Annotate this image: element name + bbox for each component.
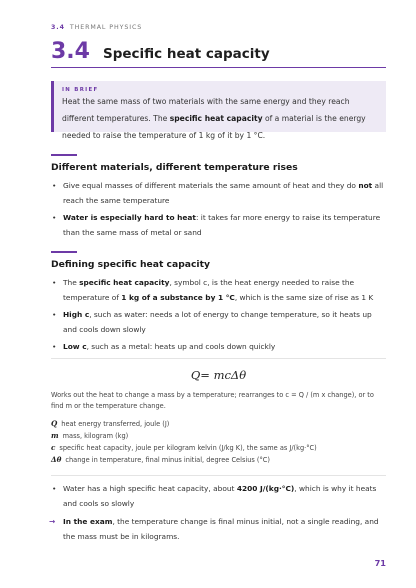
section-heading: Different materials, different temperature rises (51, 162, 298, 173)
symbol: m (51, 431, 59, 440)
section-title (51, 39, 386, 64)
bullet-text: Give equal masses of different materials the same amount of heat and they do (63, 181, 359, 190)
list-item (51, 210, 386, 240)
symbol: Q (51, 419, 58, 428)
bullet-bold: Low c (63, 342, 87, 351)
bullet-bold: not (358, 181, 373, 190)
list-item (51, 481, 386, 511)
list-item (51, 275, 386, 305)
arrow-right-icon: → (49, 517, 56, 526)
bullet-icon: • (52, 342, 57, 351)
bullet-text: , such as water: needs a lot of energy to change temperature, so it heats up and cools down slowly (63, 310, 372, 334)
symbol-description: heat energy transferred, joule (J) (61, 420, 170, 428)
section-heading: Defining specific heat capacity (51, 259, 210, 270)
formula: Q= mcΔθ (190, 368, 247, 382)
bullet-text: all reach the same temperature (63, 181, 384, 205)
bullet-icon: • (52, 278, 57, 287)
page-number: 71 (374, 558, 386, 568)
symbol-row (51, 418, 386, 430)
bullet-list (51, 275, 386, 354)
bullet-text: , which is the same size of rise as 1 K (234, 293, 374, 302)
equation-box (51, 358, 386, 476)
symbol-key (51, 418, 386, 466)
bullet-text: The (63, 278, 80, 287)
symbol: c (51, 443, 56, 452)
title-divider (51, 67, 386, 68)
list-item (51, 339, 386, 354)
bullet-bold: 4200 J/(kg·°C) (236, 484, 295, 493)
bullet-icon: • (52, 310, 57, 319)
bullet-bold: 1 kg of a substance by 1 °C (121, 293, 235, 302)
symbol-row (51, 430, 386, 442)
in-brief-text (62, 93, 378, 144)
bullet-text: , symbol c, is the heat energy needed to raise the temperature of (63, 278, 355, 302)
symbol-row (51, 442, 386, 454)
bullet-icon: • (52, 484, 57, 493)
running-head-chapter: THERMAL PHYSICS (69, 24, 143, 31)
symbol: Δθ (51, 455, 62, 464)
brief-text-part: of a material is the energy needed to raise the temperature of 1 kg of it by 1 °C. (62, 114, 366, 140)
title-number: 3.4 (51, 39, 90, 64)
in-brief-label: IN BRIEF (62, 87, 99, 93)
bullet-icon: • (52, 213, 57, 222)
symbol-description: specific heat capacity, joule per kilogram kelvin (J/kg K), the same as J/(kg·°C) (59, 444, 317, 452)
bullet-bold: Water is especially hard to heat (63, 213, 196, 222)
section-accent-bar (51, 154, 77, 156)
symbol-row (51, 454, 386, 466)
symbol-description: change in temperature, final minus initial, degree Celsius (°C) (65, 456, 270, 464)
brief-text-part: Heat the same mass of two materials with the same energy and they reach different temperatures. The (62, 97, 350, 123)
bullet-bold: specific heat capacity (79, 278, 170, 287)
exam-tip-text: , the temperature change is final minus initial, not a single reading, and the mass must be in kilograms. (63, 517, 379, 541)
section-defining (51, 251, 386, 356)
list-item (51, 178, 386, 208)
exam-tip-label: In the exam (63, 517, 113, 526)
section-different-materials (51, 154, 386, 242)
section-accent-bar (51, 251, 77, 253)
exam-tip (51, 514, 386, 544)
list-item (51, 307, 386, 337)
bullet-text: , which is why it heats and cools so slowly (63, 484, 377, 508)
bullet-bold: High c (63, 310, 90, 319)
bullet-text: Water has a high specific heat capacity, about (63, 484, 237, 493)
in-brief-box (51, 81, 386, 140)
brief-key-term: specific heat capacity (169, 114, 263, 123)
bullet-text: , such as a metal: heats up and cools down quickly (86, 342, 276, 351)
running-head (51, 24, 142, 31)
bullet-list (51, 178, 386, 240)
closing-notes (51, 481, 386, 546)
equation-description: Works out the heat to change a mass by a temperature; rearranges to c = Q / (m x change), or to find m or the temperature change. (51, 391, 374, 410)
running-head-number: 3.4 (51, 24, 65, 31)
bullet-text: : it takes far more energy to raise its temperature than the same mass of metal or sand (63, 213, 381, 237)
page-title: Specific heat capacity (102, 46, 270, 62)
bullet-icon: • (52, 181, 57, 190)
symbol-description: mass, kilogram (kg) (62, 432, 129, 440)
bullet-list (51, 481, 386, 544)
